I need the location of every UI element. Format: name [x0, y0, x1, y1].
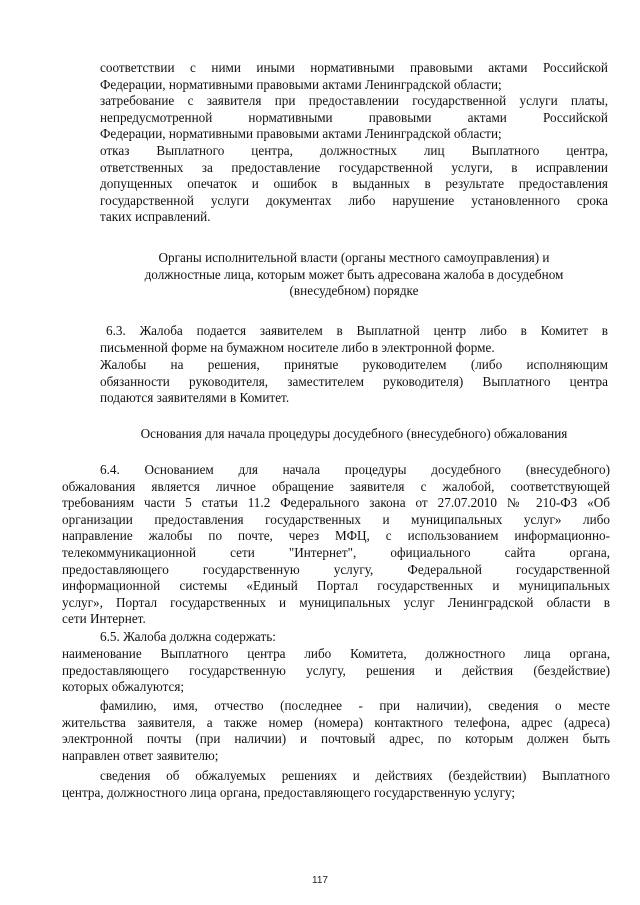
- text-line: Федерации, нормативными правовыми актами Ленинградской области;: [100, 126, 502, 142]
- text-line: государственной услуги документах либо нарушение установленного срока: [100, 192, 608, 208]
- text-line: обжалования является личное обращение заявителя с жалобой, соответствующей: [62, 478, 610, 494]
- text-line: обязанности руководителя, заместителем руководителя) Выплатного центра: [100, 373, 608, 389]
- text-line: подаются заявителями в Комитет.: [100, 390, 290, 406]
- text-line: жительства заявителя, а также номер (номера) контактного телефона, адрес (адреса): [62, 714, 610, 730]
- paragraph-6-5: [100, 629, 608, 646]
- text-line: сети Интернет.: [62, 611, 146, 627]
- paragraph-6-4: [62, 462, 610, 628]
- text-line: ответственных за предоставление государственной услуги, в исправлении: [100, 159, 608, 175]
- text-line: 6.3. Жалоба подается заявителем в Выплатной центр либо в Комитет в: [106, 323, 608, 338]
- text-line: которых обжалуются;: [62, 679, 185, 695]
- text-line: 6.5. Жалоба должна содержать:: [100, 629, 276, 644]
- text-line: Жалобы на решения, принятые руководителем (либо исполняющим: [100, 357, 608, 372]
- text-line: предоставляющего государственную услугу, решения и действия (бездействие): [62, 662, 610, 678]
- paragraph-6-5-applicant: [62, 698, 610, 764]
- text-line: услуг», Портал государственных и муниципальных услуг Ленинградской области в: [62, 594, 610, 610]
- text-line: 6.4. Основанием для начала процедуры досудебного (внесудебного): [100, 462, 610, 477]
- text-line: направлен ответ заявителю;: [62, 747, 219, 763]
- text-line: непредусмотренной нормативными правовыми актами Российской: [100, 109, 608, 125]
- text-line: направление жалобы по почте, через МФЦ, с использованием информационно-: [62, 528, 610, 544]
- page-number: 117: [312, 875, 328, 886]
- text-line: соответствии с ними иными нормативными правовыми актами Российской: [100, 60, 608, 75]
- text-line: телекоммуникационной сети "Интернет", официального сайта органа,: [62, 544, 610, 560]
- text-line: затребование с заявителя при предоставлении государственной услуги платы,: [100, 93, 608, 109]
- heading-line: (внесудебном) порядке: [289, 283, 419, 299]
- text-line: предоставляющего государственную услугу, Федеральной государственной: [62, 561, 610, 577]
- text-line: электронной почты (при наличии) и почтовый адрес, по которым должен быть: [62, 731, 610, 747]
- text-line: таких исправлений.: [100, 209, 211, 225]
- paragraph-6-3: [100, 323, 608, 356]
- text-line: допущенных опечаток и ошибок в выданных в результате предоставления: [100, 176, 608, 192]
- text-line: фамилию, имя, отчество (последнее - при наличии), сведения о месте: [100, 698, 610, 713]
- paragraph-6-3-complaints: [100, 357, 608, 407]
- section-heading: [100, 250, 608, 300]
- text-line: сведения об обжалуемых решениях и действиях (бездействии) Выплатного: [100, 768, 610, 783]
- top-paragraph-block: [100, 60, 608, 226]
- heading-line: Основания для начала процедуры досудебного (внесудебного) обжалования: [140, 426, 568, 441]
- paragraph-6-5-name: [62, 646, 610, 696]
- text-line: центра, должностного лица органа, предоставляющего государственную услугу;: [62, 784, 516, 800]
- heading-line: должностные лица, которым может быть адресована жалоба в досудебном: [144, 266, 564, 282]
- text-line: требованиям части 5 статьи 11.2 Федерального закона от 27.07.2010 № 210-ФЗ «Об: [62, 495, 610, 511]
- paragraph-6-5-decisions: [62, 768, 610, 801]
- text-line: наименование Выплатного центра либо Комитета, должностного лица органа,: [62, 646, 610, 661]
- text-line: организации предоставления государственных и муниципальных услуг» либо: [62, 511, 610, 527]
- text-line: информационной системы «Единый Портал государственных и муниципальных: [62, 578, 610, 594]
- text-line: письменной форме на бумажном носителе либо в электронной форме.: [100, 339, 495, 355]
- text-line: Федерации, нормативными правовыми актами Ленинградской области;: [100, 76, 502, 92]
- section-heading: [100, 426, 608, 443]
- heading-line: Органы исполнительной власти (органы местного самоуправления) и: [158, 250, 550, 265]
- text-line: отказ Выплатного центра, должностных лиц Выплатного центра,: [100, 142, 608, 158]
